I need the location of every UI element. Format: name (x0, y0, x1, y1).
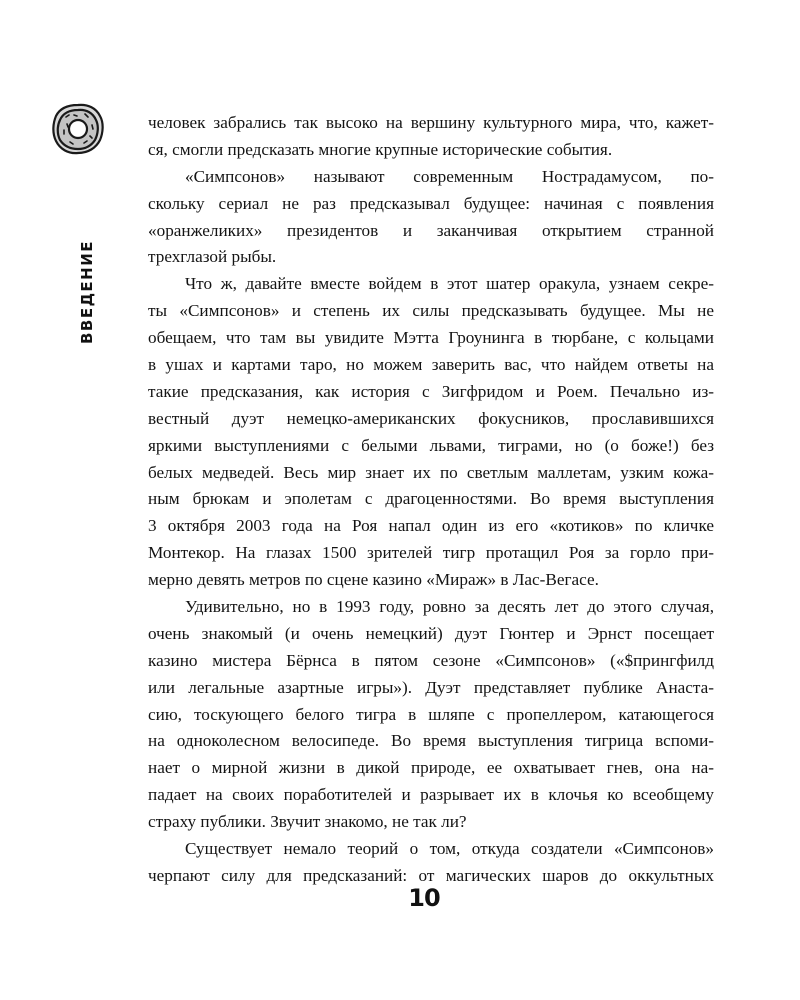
text-line: Удивительно, но в 1993 году, ровно за десять лет до этого случая, (185, 597, 714, 617)
text-line: мерно девять метров по сцене казино «Мираж» в Лас-Вегасе. (148, 570, 599, 590)
section-label-container (72, 222, 102, 362)
text-line: трехглазой рыбы. (148, 247, 277, 267)
text-line: страху публики. Звучит знакомо, не так ли? (148, 812, 467, 832)
text-line: сию, тоскующего белого тигра в шляпе с пропеллером, катающегося (148, 704, 714, 724)
text-line: такие предсказания, как история с Зигфридом и Роем. Печально из- (148, 381, 714, 401)
text-line: яркими выступлениями с белыми львами, тиграми, но (о боже!) без (148, 435, 714, 455)
text-line: белых медведей. Весь мир знает их по светлым маллетам, узким кожа- (148, 462, 714, 482)
text-line: Существует немало теорий о том, откуда создатели «Симпсонов» (185, 839, 714, 859)
text-line: ным брюкам и эполетам с драгоценностями. Во время выступления (148, 489, 714, 509)
text-line: «оранжеликих» президентов и заканчивая открытием странной (148, 220, 714, 240)
text-line: Монтекор. На глазах 1500 зрителей тигр протащил Роя за горло при- (148, 543, 714, 563)
section-label: ВВЕДЕНИЕ (78, 239, 97, 345)
text-line: ты «Симпсонов» и степень их силы предсказывать будущее. Мы не (148, 301, 714, 321)
text-line: нает о мирной жизни в дикой природе, ее охватывает гнев, она на- (148, 758, 714, 778)
text-line: Что ж, давайте вместе войдем в этот шатер оракула, узнаем секре- (185, 274, 714, 294)
text-line: вестный дуэт немецко-американских фокусников, прославившихся (148, 408, 714, 428)
text-line: или легальные азартные игры»). Дуэт представляет публике Анаста- (148, 677, 714, 697)
text-line: скольку сериал не раз предсказывал будущее: начиная с появления (148, 193, 714, 213)
text-line: на одноколесном велосипеде. Во время выступления тигрица вспоми- (148, 731, 714, 751)
text-line: в ушах и картами таро, но можем заверить вас, что найдем ответы на (148, 355, 714, 375)
page-number: 10 (408, 884, 440, 912)
text-line: человек забрались так высоко на вершину культурного мира, что, кажет- (148, 113, 714, 132)
text-line: 3 октября 2003 года на Роя напал один из его «котиков» по кличке (148, 516, 714, 536)
body-text (148, 110, 714, 890)
donut-icon (52, 103, 104, 155)
text-line: ся, смогли предсказать многие крупные исторические события. (148, 139, 613, 159)
text-line: падает на своих поработителей и разрывает их в клочья ко всеобщему (148, 785, 714, 805)
text-line: обещаем, что там вы увидите Мэтта Гроунинга в тюрбане, с кольцами (148, 328, 714, 348)
text-line: очень знакомый (и очень немецкий) дуэт Гюнтер и Эрнст посещает (148, 623, 714, 643)
text-line: «Симпсонов» называют современным Нострадамусом, по- (185, 166, 714, 186)
text-line: казино мистера Бёрнса в пятом сезоне «Симпсонов» («$прингфилд (148, 650, 714, 670)
text-line: черпают силу для предсказаний: от магических шаров до оккультных (148, 865, 714, 885)
